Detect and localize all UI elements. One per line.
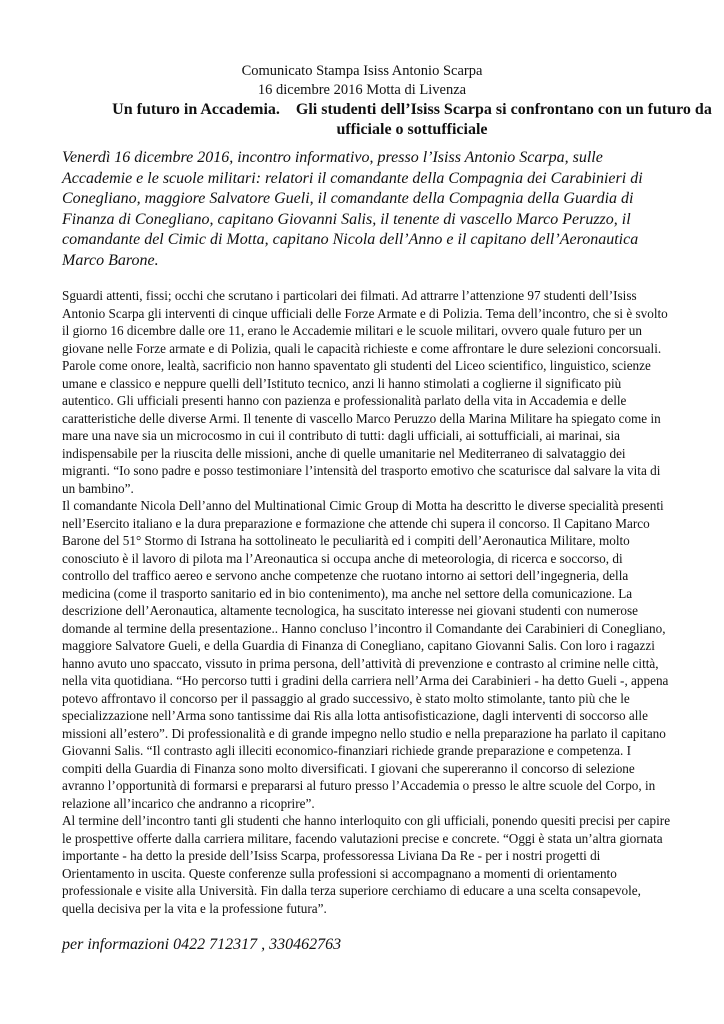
lead-paragraph: Venerdì 16 dicembre 2016, incontro informativo, presso l’Isiss Antonio Scarpa, sulle Accademie e le scuole militari: relatori il comandante della Compagnia dei Carabinieri di Conegliano, maggiore Salvatore Gueli, il comandante della Compagnia della Guardia di Finanza di Conegliano, capitano Giovanni Salis, il tenente di vascello Marco Peruzzo, il comandante del Cimic di Motta, capitano Nicola dell’Anno e il capitano dell’Aeronautica Marco Barone.: [62, 149, 643, 269]
body-paragraph-2: Parole come onore, lealtà, sacrificio non hanno spaventato gli studenti del Liceo scientifico, linguistico, scienze umane e classico e neppure quelli dell’Istituto tecnico, anzi li hanno stimolati a coglierne il significato più autentico. Gli ufficiali presenti hanno con pazienza e professionalità parlato della vita in Accademia e delle caratteristiche delle diverse Armi. Il tenente di vascello Marco Peruzzo della Marina Militare ha spiegato come in mare una nave sia un microcosmo in cui il contributo di tutti: dagli ufficiali, ai sottufficiali, ai marinai, sia indispensabile per la riuscita delle missioni, anche di quelle umanitarie nel Mediterraneo di salvataggio dei migranti. “Io sono padre e posso testimoniare l’intensità del trasporto emotivo che scaturisce dal salvare la vita di un bambino”.: [62, 358, 661, 496]
headline: Un futuro in Accademia. Gli studenti dell’Isiss Scarpa si confrontano con un futuro da ufficiale o sottufficiale: [112, 101, 716, 138]
header-line-2: 16 dicembre 2016 Motta di Livenza: [257, 82, 467, 98]
body-paragraph-3: Il comandante Nicola Dell’anno del Multinational Cimic Group di Motta ha descritto le diverse specialità presenti nell’Esercito italiano e la dura preparazione e formazione che attende chi supera il concorso. Il Capitano Marco Barone del 51° Stormo di Istrana ha sottolineato le peculiarità ed i compiti dell’Aeronautica Militare, molto conosciuto è il lavoro di pilota ma l’Areonautica si occupa anche di meteorologia, di ricerca e soccorso, di controllo del traffico aereo e servono anche competenze che ruotano intorno ai settori dell’ingegneria, della medicina (come il trasporto sanitario ed in bio contenimento), ma anche nel settore della comunicazione. La descrizione dell’Aeronautica, altamente tecnologica, ha suscitato interesse nei giovani studenti con numerose domande al termine della presentazione.. Hanno concluso l’incontro il Comandante dei Carabinieri di Conegliano, maggiore Salvatore Gueli, e della Guardia di Finanza di Conegliano, capitano Giovanni Salis. Con loro i ragazzi hanno avuto uno spaccato, vissuto in prima persona, dell’attività di prevenzione e contrasto al crimine nelle città, nella vita quotidiana. “Ho percorso tutti i gradini della carriera nell’Arma dei Carabinieri - ha detto Gueli -, appena potevo affrontavo il concorso per il passaggio al grado successivo, è stato molto stimolante, tanto più che le specializzazione nell’Arma sono tantissime dai Ris alla lotta antisofisticazione, dagli interventi di soccorso alle missioni all’estero”. Di professionalità e di grande impegno nello studio e nella preparazione ha parlato il capitano Giovanni Salis. “Il contrasto agli illeciti economico-finanziari richiede grande preparazione e competenza. I compiti della Guardia di Finanza sono molto diversificati. I giovani che supereranno il concorso di selezione avranno l’opportunità di formarsi e prepararsi al futuro presso l’Accademia o presso le altre scuole del Corpo, in relazione all’incarico che andranno a ricoprire”.: [62, 498, 669, 811]
header-line-1: Comunicato Stampa Isiss Antonio Scarpa: [241, 63, 483, 79]
body-paragraph-4: Al termine dell’incontro tanti gli studenti che hanno interloquito con gli ufficiali, ponendo quesiti precisi per capire le prospettive offerte dalla carriera militare, facendo valutazioni precise e concrete. “Oggi è stata un’altra giornata importante - ha detto la preside dell’Isiss Scarpa, professoressa Liviana Da Re - per i nostri progetti di Orientamento in uscita. Queste conferenze sulla professioni si accompagnano a momenti di orientamento professionale e visite alla Università. Fin dalla terza superiore cerchiamo di educare a una scelta consapevole, quella decisiva per la vita e la professione futura”.: [62, 813, 671, 916]
body-paragraph-1: Sguardi attenti, fissi; occhi che scrutano i particolari dei filmati. Ad attrarre l’attenzione 97 studenti dell’Isiss Antonio Scarpa gli interventi di cinque ufficiali delle Forze Armate e di Polizia. Tema dell’incontro, che si è svolto il giorno 16 dicembre dalle ore 11, erano le Accademie militari e le scuole militari, ovvero quale futuro per un giovane nelle Forze armate e di Polizia, quali le capacità richieste e come affrontare le dure selezioni concorsuali.: [62, 288, 668, 356]
contact-info: per informazioni 0422 712317 , 330462763: [62, 936, 342, 953]
article-body: [62, 287, 672, 917]
